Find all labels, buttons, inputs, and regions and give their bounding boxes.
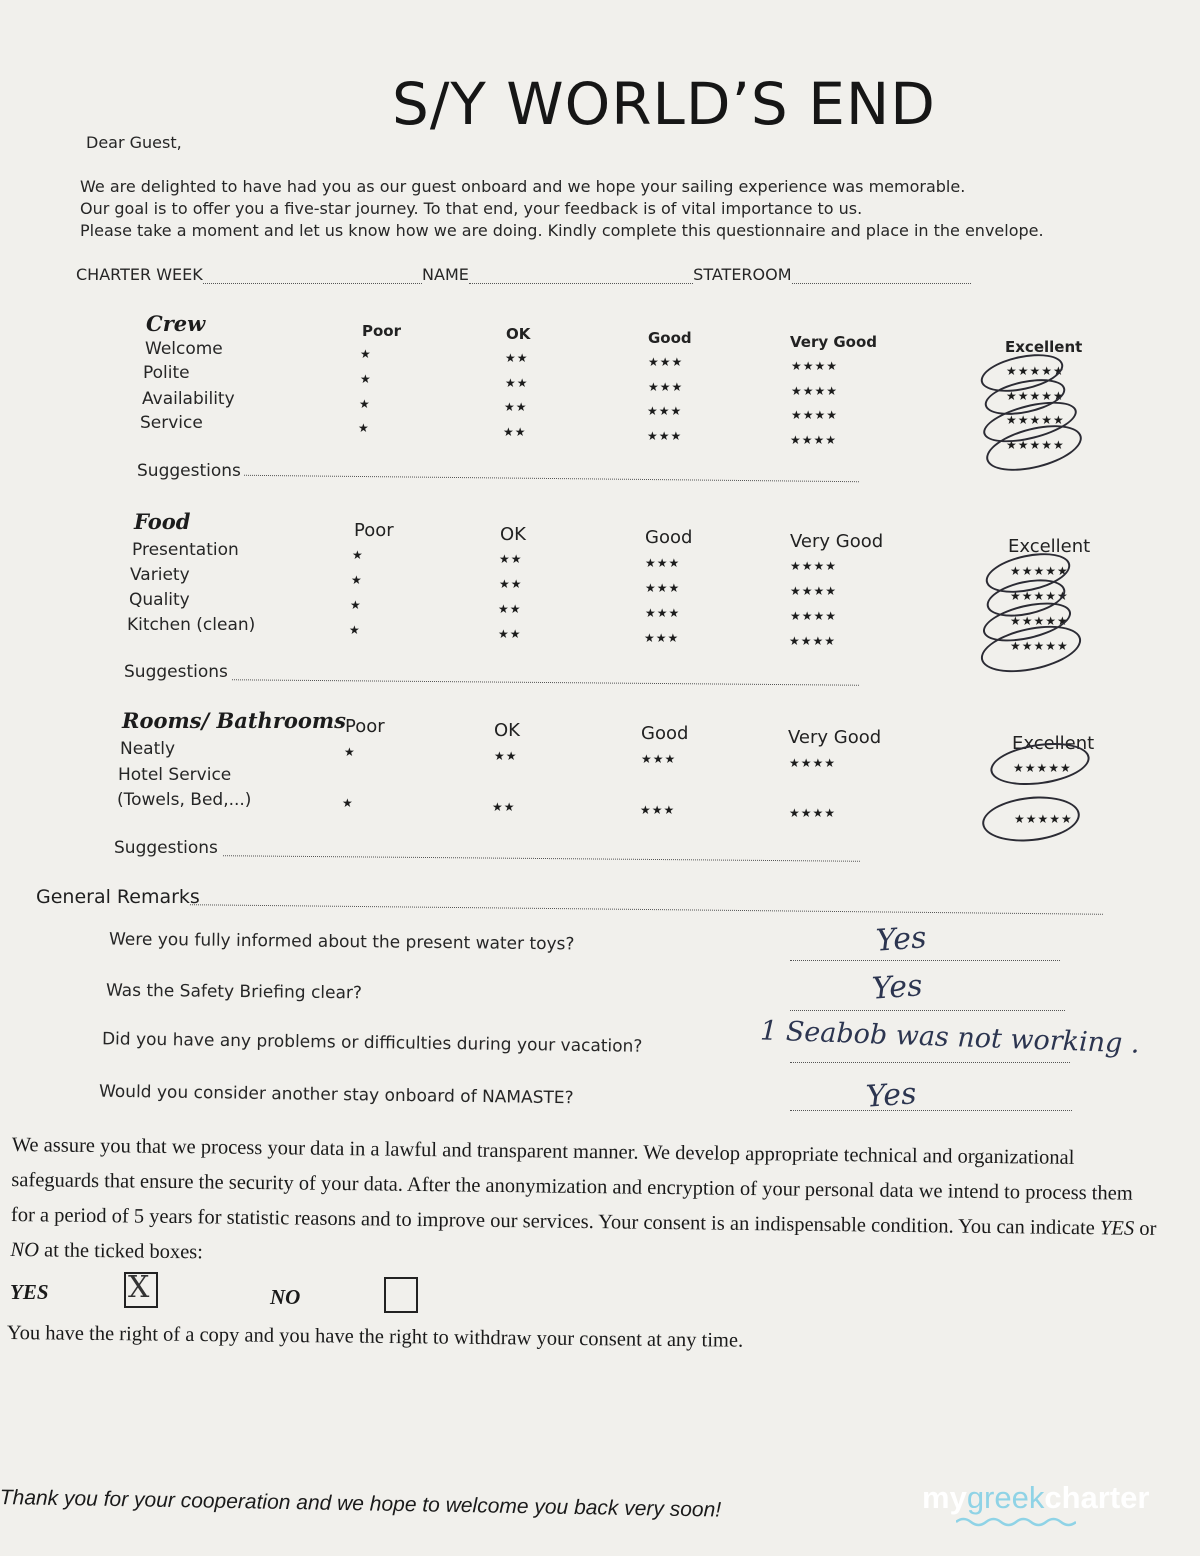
food-item-quality: Quality bbox=[129, 590, 190, 610]
crew-service-good-stars[interactable]: ★★★ bbox=[647, 429, 683, 443]
withdraw-consent-text: You have the right of a copy and you have the right to withdraw your consent at any time. bbox=[6, 1322, 744, 1352]
food-kitchen-ok-stars[interactable]: ★★ bbox=[498, 627, 522, 641]
intro-line: We are delighted to have had you as our guest onboard and we hope your sailing experience was memorable. bbox=[80, 177, 966, 196]
food-presentation-good-stars[interactable]: ★★★ bbox=[645, 556, 681, 570]
rooms-item-towels-bed: (Towels, Bed,...) bbox=[117, 790, 252, 810]
question-problems: Did you have any problems or difficulties during your vacation? bbox=[101, 1029, 643, 1057]
stateroom-label: STATEROOM bbox=[693, 265, 792, 284]
crew-polite-excellent-stars[interactable]: ★★★★★ bbox=[1006, 389, 1065, 403]
crew-item-welcome: Welcome bbox=[145, 339, 223, 359]
crew-suggestions-label: Suggestions bbox=[137, 461, 241, 481]
crew-header-good: Good bbox=[648, 329, 692, 347]
food-header-very-good: Very Good bbox=[790, 531, 884, 552]
rooms-service-good-stars[interactable]: ★★★ bbox=[640, 803, 676, 817]
crew-availability-excellent-stars[interactable]: ★★★★★ bbox=[1006, 413, 1065, 427]
charter-week-label: CHARTER WEEK bbox=[76, 265, 203, 284]
food-presentation-poor-stars[interactable]: ★ bbox=[352, 548, 364, 562]
consent-yes-checkbox[interactable] bbox=[124, 1272, 158, 1308]
intro-paragraph bbox=[80, 176, 1044, 242]
crew-service-ok-stars[interactable]: ★★ bbox=[503, 425, 527, 439]
food-item-presentation: Presentation bbox=[132, 540, 239, 560]
rooms-header-ok: OK bbox=[494, 720, 520, 741]
crew-service-excellent-stars[interactable]: ★★★★★ bbox=[1006, 438, 1065, 452]
food-quality-ok-stars[interactable]: ★★ bbox=[498, 602, 522, 616]
data-consent-text: We assure you that we process your data in a lawful and transparent manner. We develop appropriate technical and organizational safeguards that ensure the security of your data. After the anonymization and encryption of your personal data we intend to process them for a period of 5 years for statistic reasons and to improve our services. Your consent is an indispensable condition. You can indicate bbox=[10, 1133, 1133, 1240]
name-field[interactable] bbox=[469, 269, 693, 284]
food-kitchen-poor-stars[interactable]: ★ bbox=[349, 623, 361, 637]
crew-welcome-very-good-stars[interactable]: ★★★★ bbox=[791, 359, 839, 373]
greeting: Dear Guest, bbox=[86, 133, 182, 152]
answer-line-safety-briefing[interactable] bbox=[790, 1010, 1065, 1011]
rooms-neatly-very-good-stars[interactable]: ★★★★ bbox=[789, 756, 837, 770]
rooms-service-selection-circle bbox=[980, 792, 1082, 846]
food-header-good: Good bbox=[645, 527, 693, 548]
crew-polite-poor-stars[interactable]: ★ bbox=[360, 372, 372, 386]
crew-availability-very-good-stars[interactable]: ★★★★ bbox=[791, 408, 839, 422]
answer-another-stay: Yes bbox=[864, 1076, 918, 1115]
stateroom-field[interactable] bbox=[792, 269, 971, 284]
food-section-title: Food bbox=[134, 509, 191, 534]
crew-header-ok: OK bbox=[506, 325, 531, 343]
crew-item-polite: Polite bbox=[143, 363, 190, 383]
crew-polite-good-stars[interactable]: ★★★ bbox=[648, 380, 684, 394]
general-remarks-label: General Remarks bbox=[36, 886, 200, 908]
food-header-excellent: Excellent bbox=[1008, 536, 1091, 557]
page-title: S/Y WORLD’S END bbox=[392, 70, 936, 138]
crew-header-poor: Poor bbox=[362, 322, 402, 340]
food-quality-very-good-stars[interactable]: ★★★★ bbox=[790, 609, 838, 623]
rooms-neatly-good-stars[interactable]: ★★★ bbox=[641, 752, 677, 766]
name-label: NAME bbox=[422, 265, 469, 284]
data-consent-paragraph bbox=[10, 1128, 1162, 1282]
rooms-neatly-ok-stars[interactable]: ★★ bbox=[494, 749, 518, 763]
food-item-variety: Variety bbox=[130, 565, 190, 585]
answer-line-problems[interactable] bbox=[790, 1062, 1070, 1063]
crew-service-very-good-stars[interactable]: ★★★★ bbox=[790, 433, 838, 447]
rooms-service-excellent-stars[interactable]: ★★★★★ bbox=[1014, 812, 1073, 826]
rooms-service-very-good-stars[interactable]: ★★★★ bbox=[789, 806, 837, 820]
crew-welcome-good-stars[interactable]: ★★★ bbox=[648, 355, 684, 369]
crew-item-availability: Availability bbox=[142, 389, 235, 409]
rooms-service-poor-stars[interactable]: ★ bbox=[342, 796, 354, 810]
crew-polite-ok-stars[interactable]: ★★ bbox=[505, 376, 529, 390]
consent-tail-text: at the ticked boxes: bbox=[43, 1239, 204, 1264]
crew-polite-very-good-stars[interactable]: ★★★★ bbox=[791, 384, 839, 398]
rooms-header-poor: Poor bbox=[345, 716, 385, 737]
food-presentation-excellent-stars[interactable]: ★★★★★ bbox=[1010, 564, 1069, 578]
crew-item-service: Service bbox=[140, 413, 203, 433]
consent-no-label: NO bbox=[270, 1285, 301, 1309]
food-variety-poor-stars[interactable]: ★ bbox=[351, 573, 363, 587]
food-item-kitchen: Kitchen (clean) bbox=[127, 615, 256, 635]
food-kitchen-excellent-stars[interactable]: ★★★★★ bbox=[1010, 639, 1069, 653]
crew-service-poor-stars[interactable]: ★ bbox=[358, 421, 370, 435]
consent-or-inline: or bbox=[1139, 1217, 1157, 1240]
logo-part-greek: greek bbox=[966, 1480, 1045, 1515]
consent-no-checkbox[interactable] bbox=[384, 1277, 418, 1313]
answer-line-water-toys[interactable] bbox=[790, 960, 1060, 961]
food-quality-excellent-stars[interactable]: ★★★★★ bbox=[1010, 614, 1069, 628]
rooms-suggestions-field[interactable] bbox=[223, 855, 860, 862]
food-suggestions-field[interactable] bbox=[232, 679, 859, 685]
crew-header-very-good: Very Good bbox=[790, 333, 878, 351]
logo-part-charter: charter bbox=[1044, 1480, 1150, 1515]
rooms-item-hotel-service: Hotel Service bbox=[118, 765, 232, 785]
food-variety-good-stars[interactable]: ★★★ bbox=[645, 581, 681, 595]
crew-availability-good-stars[interactable]: ★★★ bbox=[647, 404, 683, 418]
crew-availability-ok-stars[interactable]: ★★ bbox=[504, 400, 528, 414]
food-header-poor: Poor bbox=[354, 520, 394, 541]
charter-week-field[interactable] bbox=[203, 269, 422, 284]
question-another-stay: Would you consider another stay onboard of NAMASTE? bbox=[98, 1081, 574, 1109]
rooms-suggestions-label: Suggestions bbox=[114, 838, 218, 858]
question-safety-briefing: Was the Safety Briefing clear? bbox=[105, 980, 363, 1004]
rooms-section-title: Rooms/ Bathrooms bbox=[122, 708, 346, 733]
food-presentation-very-good-stars[interactable]: ★★★★ bbox=[790, 559, 838, 573]
rooms-neatly-excellent-stars[interactable]: ★★★★★ bbox=[1013, 761, 1072, 775]
crew-header-excellent: Excellent bbox=[1005, 338, 1083, 356]
food-kitchen-very-good-stars[interactable]: ★★★★ bbox=[789, 634, 837, 648]
crew-availability-poor-stars[interactable]: ★ bbox=[359, 397, 371, 411]
answer-water-toys: Yes bbox=[874, 920, 928, 959]
rooms-service-ok-stars[interactable]: ★★ bbox=[492, 800, 516, 814]
answer-safety-briefing: Yes bbox=[870, 968, 924, 1007]
food-header-ok: OK bbox=[500, 524, 526, 545]
rooms-header-excellent: Excellent bbox=[1012, 733, 1095, 754]
logo-part-my: my bbox=[922, 1480, 967, 1515]
checkbox-x-mark-icon: X bbox=[128, 1270, 150, 1305]
crew-welcome-excellent-stars[interactable]: ★★★★★ bbox=[1006, 364, 1065, 378]
consent-yes-label: YES bbox=[10, 1280, 49, 1304]
crew-section-title: Crew bbox=[146, 311, 206, 336]
consent-yes-inline: YES bbox=[1099, 1217, 1135, 1240]
crew-welcome-ok-stars[interactable]: ★★ bbox=[505, 351, 529, 365]
food-suggestions-label: Suggestions bbox=[124, 662, 228, 682]
food-presentation-ok-stars[interactable]: ★★ bbox=[499, 552, 523, 566]
answer-problems: 1 Seabob was not working . bbox=[759, 1015, 1141, 1060]
food-quality-poor-stars[interactable]: ★ bbox=[350, 598, 362, 612]
question-water-toys: Were you fully informed about the present water toys? bbox=[108, 929, 575, 955]
food-quality-good-stars[interactable]: ★★★ bbox=[645, 606, 681, 620]
rooms-neatly-selection-circle bbox=[988, 737, 1093, 791]
rooms-header-good: Good bbox=[641, 723, 689, 744]
guest-fields bbox=[76, 265, 971, 284]
intro-line: Our goal is to offer you a five-star journey. To that end, your feedback is of vital importance to us. bbox=[80, 199, 863, 218]
consent-no-inline: NO bbox=[10, 1238, 40, 1262]
food-variety-excellent-stars[interactable]: ★★★★★ bbox=[1010, 589, 1069, 603]
rooms-item-neatly: Neatly bbox=[120, 739, 176, 759]
answer-line-another-stay[interactable] bbox=[790, 1110, 1072, 1111]
food-variety-very-good-stars[interactable]: ★★★★ bbox=[790, 584, 838, 598]
crew-welcome-poor-stars[interactable]: ★ bbox=[360, 347, 372, 361]
food-kitchen-good-stars[interactable]: ★★★ bbox=[644, 631, 680, 645]
logo-wave-icon bbox=[956, 1516, 1076, 1528]
thank-you-note: Thank you for your cooperation and we hope to welcome you back very soon! bbox=[0, 1486, 722, 1522]
rooms-neatly-poor-stars[interactable]: ★ bbox=[344, 745, 356, 759]
food-variety-ok-stars[interactable]: ★★ bbox=[499, 577, 523, 591]
general-remarks-field[interactable] bbox=[190, 904, 1103, 915]
rooms-header-very-good: Very Good bbox=[788, 727, 882, 748]
mygreekcharter-logo bbox=[922, 1480, 1149, 1516]
intro-line: Please take a moment and let us know how we are doing. Kindly complete this questionnaire and place in the envelope. bbox=[80, 221, 1044, 240]
crew-suggestions-field[interactable] bbox=[244, 475, 859, 482]
